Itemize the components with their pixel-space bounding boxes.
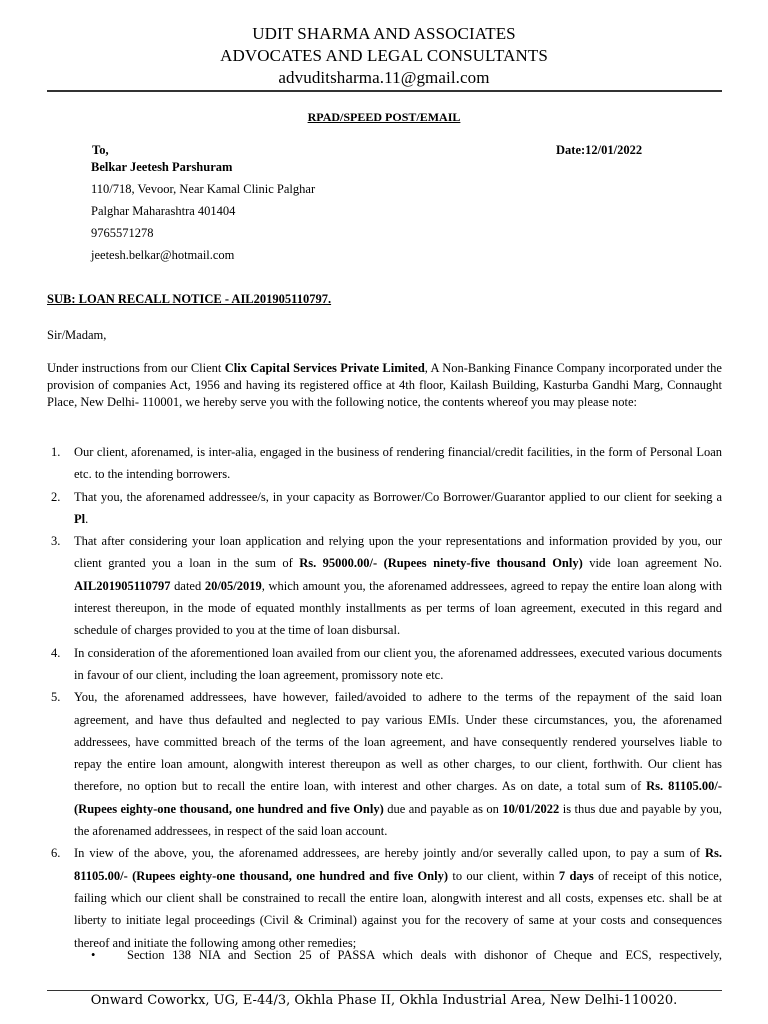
header-divider	[47, 90, 722, 92]
client-name: Clix Capital Services Private Limited	[224, 361, 425, 375]
firm-email: advuditsharma.11@gmail.com	[278, 68, 490, 87]
due-amount: Rs. 81105.00/- (Rupees eighty-one thousand, one hundred and five Only)	[74, 779, 722, 816]
loan-amount: Rs. 95000.00/- (Rupees ninety-five thousand Only)	[299, 556, 583, 571]
point-number: 1.	[51, 445, 61, 459]
point-4	[47, 642, 722, 687]
intro-pre: Under instructions from our Client	[47, 361, 225, 375]
point-6	[47, 842, 722, 953]
point-2	[47, 486, 722, 531]
to-label: To,	[92, 143, 109, 157]
recipient-phone: 9765571278	[91, 226, 154, 240]
intro-post: , A Non-Banking Finance Company incorporated under the provision of companies Act, 1956 and having its registered office at 4th floor, Kailash Building, Kasturba Gandhi Marg, Connaught Place, New Delhi- 110001, we hereby serve you with the following notice, the contents whereof you may please note:	[47, 361, 722, 409]
recipient-email: jeetesh.belkar@hotmail.com	[91, 248, 235, 262]
point-text: vide loan agreement No.	[582, 556, 723, 571]
point-number: 3.	[51, 534, 61, 549]
payment-deadline: 7 days	[558, 868, 594, 883]
recipient-address-line1: 110/718, Vevoor, Near Kamal Clinic Palghar	[91, 182, 316, 196]
point-bold: Pl	[74, 511, 86, 526]
firm-tagline: ADVOCATES AND LEGAL CONSULTANTS	[220, 46, 548, 65]
salutation: Sir/Madam,	[47, 328, 107, 342]
point-text: to our client, within	[448, 868, 559, 883]
point-1	[47, 441, 722, 486]
footer-divider	[47, 990, 722, 991]
bullet-icon: •	[91, 948, 96, 962]
demand-amount: Rs. 81105.00/- (Rupees eighty-one thousand, one hundred and five Only)	[74, 846, 722, 883]
agreement-number: AIL201905110797	[74, 578, 171, 593]
intro-paragraph	[47, 360, 722, 411]
point-text: You, the aforenamed addressees, have however, failed/avoided to adhere to the terms of the repayment of the said loan agreement, and have thus defaulted and neglected to pay various EMIs. Under these circumstances, you, the aforenamed addressees, have committed breach of the terms of the loan agreement, and have consequently rendered yourselves liable to repay the entire loan amount, alongwith interest thereupon as well as other charges, to our client, forthwith. Our client has therefore, no option but to recall the entire loan, with interest and other charges. As on date, a total sum of	[74, 690, 722, 794]
point-number: 4.	[51, 645, 61, 660]
point-text: .	[85, 511, 89, 526]
point-number: 6.	[51, 846, 61, 861]
recipient-address-line2: Palghar Maharashtra 401404	[91, 204, 236, 218]
subject-line: SUB: LOAN RECALL NOTICE - AIL201905110797.	[47, 292, 332, 306]
due-date: 10/01/2022	[502, 801, 560, 816]
footer-address: Onward Coworkx, UG, E-44/3, Okhla Phase II, Okhla Industrial Area, New Delhi-110020.	[90, 993, 678, 1008]
agreement-date: 20/05/2019	[204, 578, 262, 593]
firm-name: UDIT SHARMA AND ASSOCIATES	[252, 24, 516, 43]
point-text: due and payable as on	[383, 801, 503, 816]
point-text: Our client, aforenamed, is inter-alia, engaged in the business of rendering financial/credit facilities, in the form of Personal Loan etc. to the intending borrowers.	[74, 445, 722, 482]
point-5	[47, 686, 722, 842]
point-text: is thus due and payable by you, the aforenamed addressees, in respect of the said loan account.	[74, 801, 722, 839]
point-text: , which amount you, the aforenamed addressees, agreed to repay the entire loan along with interest thereupon, in the mode of equated monthly installments as per terms of loan agreement, executed in this regard and schedule of charges provided to you at the time of loan disbursal.	[74, 578, 722, 638]
point-text: That you, the aforenamed addressee/s, in your capacity as Borrower/Co Borrower/Guarantor applied to our client for seeking a	[74, 489, 722, 504]
point-number: 5.	[51, 690, 61, 705]
delivery-mode: RPAD/SPEED POST/EMAIL	[307, 110, 461, 124]
point-text: That after considering your loan application and relying upon the your representations and information provided by you, our client granted you a loan in the sum of	[74, 534, 722, 571]
point-text: dated	[170, 578, 205, 593]
point-3	[47, 530, 722, 641]
recipient-name: Belkar Jeetesh Parshuram	[91, 160, 233, 174]
letter-date: Date:12/01/2022	[556, 143, 643, 157]
point-number: 2.	[51, 489, 61, 504]
point-text: In view of the above, you, the aforenamed addressees, are hereby jointly and/or severally called upon, to pay a sum of	[74, 846, 705, 861]
notice-points	[47, 441, 722, 954]
bullet-text: Section 138 NIA and Section 25 of PASSA which deals with dishonor of Cheque and ECS, respectively,	[127, 948, 722, 962]
point-text: In consideration of the aforementioned loan availed from our client you, the aforenamed addressees, executed various documents in favour of our client, including the loan agreement, promissory note etc.	[74, 645, 722, 682]
point-text: of receipt of this notice, failing which our client shall be constrained to recall the entire loan, alongwith interest and all costs, expenses etc. shall be at liberty to initiate legal proceedings (Civil & Criminal) against you for the recovery of same at your costs and consequences thereof and initiate the following among other remedies;	[74, 868, 722, 950]
